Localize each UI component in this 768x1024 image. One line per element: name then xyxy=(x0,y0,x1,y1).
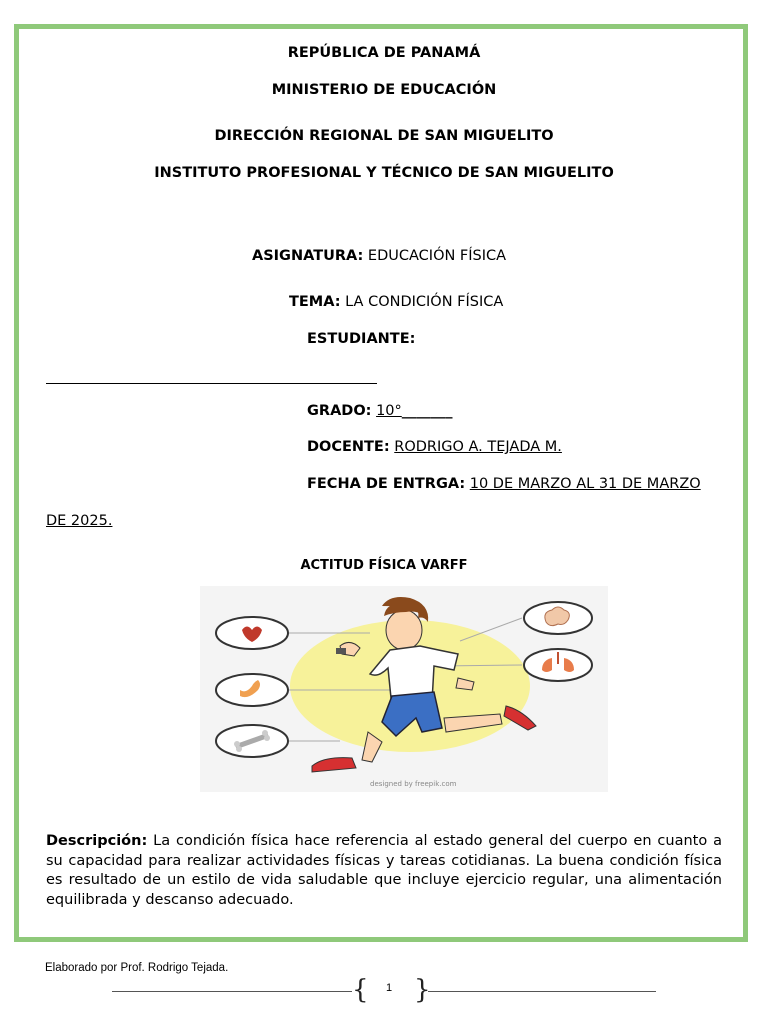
lungs-icon xyxy=(524,649,592,681)
footer-rule-right xyxy=(428,991,656,992)
grado-label: GRADO: xyxy=(307,403,372,419)
tema-label: TEMA: xyxy=(289,294,341,310)
watermark-text: designed by freepik.com xyxy=(370,780,457,788)
docente-label: DOCENTE: xyxy=(307,439,390,455)
brace-left-icon: { xyxy=(352,975,369,1005)
description-text: La condición física hace referencia al estado general del cuerpo en cuanto a su capacidad para realizar actividades físicas y tareas cotidianas. La buena condición física es resultado de un estilo de vida saludable que incluye ejercicio regular, una alimentación equilibrada y descanso adecuado. xyxy=(46,833,722,908)
asignatura-label: ASIGNATURA: xyxy=(252,248,364,264)
grado-line xyxy=(307,403,453,419)
stomach-icon xyxy=(216,674,288,706)
asignatura-value: EDUCACIÓN FÍSICA xyxy=(363,248,507,264)
heart-icon xyxy=(216,617,288,649)
fecha-value-2: DE 2025. xyxy=(46,513,113,529)
grado-value: 10° xyxy=(376,403,402,419)
header-regional: DIRECCIÓN REGIONAL DE SAN MIGUELITO xyxy=(214,128,554,144)
bone-icon xyxy=(216,725,288,757)
docente-value: RODRIGO A. TEJADA M. xyxy=(394,439,562,455)
docente-line xyxy=(307,439,562,455)
brace-right-icon: } xyxy=(414,975,431,1005)
asignatura-line xyxy=(252,248,506,264)
footer-author: Elaborado por Prof. Rodrigo Tejada. xyxy=(45,962,229,974)
fecha-value-1: 10 DE MARZO AL 31 DE MARZO xyxy=(469,476,701,492)
footer-rule-left xyxy=(112,991,352,992)
header-institute: INSTITUTO PROFESIONAL Y TÉCNICO DE SAN MIGUELITO xyxy=(154,165,614,181)
runner-illustration xyxy=(200,586,608,792)
estudiante-label: ESTUDIANTE: xyxy=(307,331,416,347)
page-number: 1 xyxy=(385,982,393,994)
description-paragraph xyxy=(46,832,722,910)
grado-blank: _______ xyxy=(401,403,453,419)
student-name-blank xyxy=(46,383,377,384)
fecha-label: FECHA DE ENTRGA: xyxy=(307,476,466,492)
header-ministry: MINISTERIO DE EDUCACIÓN xyxy=(271,82,497,98)
tema-value: LA CONDICIÓN FÍSICA xyxy=(340,294,504,310)
section-title: ACTITUD FÍSICA VARFF xyxy=(300,558,468,573)
brain-icon xyxy=(524,602,592,634)
description-label: Descripción: xyxy=(46,833,148,849)
header-republic: REPÚBLICA DE PANAMÁ xyxy=(287,45,481,61)
tema-line xyxy=(289,294,503,310)
fecha-line xyxy=(307,476,701,492)
